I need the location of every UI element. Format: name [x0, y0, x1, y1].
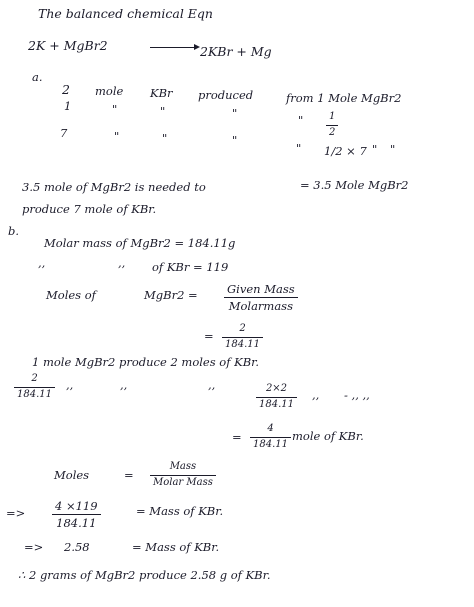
row1-c4: produced [198, 88, 254, 102]
reaction-arrow [150, 47, 198, 48]
mass-over-molar-fraction [150, 462, 216, 488]
implies-arrow-2: => [24, 540, 44, 554]
ditto-d: ,, [312, 388, 320, 402]
given-over-molar-fraction [224, 283, 298, 312]
ditto-1: ,, [38, 256, 46, 270]
frac-2-num: 2 [31, 373, 38, 384]
row2-c5: " [298, 113, 304, 127]
frac-2x2-num: 2×2 [265, 383, 288, 394]
row3-q2: " [390, 142, 396, 156]
row1-c5: from 1 Mole MgBr2 [286, 91, 402, 105]
row3-c1: 7 [60, 126, 68, 140]
title-text: The balanced chemical Eqn [38, 6, 213, 21]
row2-c1: 1 [64, 99, 72, 113]
ditto-b: ,, [120, 378, 128, 392]
molar-mass-mgbr2: Molar mass of MgBr2 = 184.11g [44, 236, 236, 250]
mole-of-kbr-text: mole of KBr. [292, 429, 364, 443]
row3-q1: " [372, 142, 378, 156]
molar-mass-den: Molar Mass [150, 475, 216, 489]
part-b-label: b. [8, 224, 20, 238]
frac-2-den: 184.11 [14, 387, 55, 401]
part-a-label: a. [32, 70, 43, 84]
half-den: 2 [326, 125, 338, 139]
mass-of-kbr-1: = Mass of KBr. [136, 504, 224, 518]
half-fraction [326, 112, 338, 138]
ditto-c: ,, [208, 378, 216, 392]
conclusion-line-2: produce 7 mole of KBr. [22, 202, 157, 216]
ditto-2: ,, [118, 256, 126, 270]
row1-c3: KBr [150, 86, 173, 100]
frac-4-num: 4 [267, 423, 274, 434]
mass-calc-num: 4 ×119 [55, 499, 98, 513]
final-statement: ∴ 2 grams of MgBr2 produce 2.58 g of KBr. [18, 568, 271, 582]
one-mole-statement: 1 mole MgBr2 produce 2 moles of KBr. [32, 355, 260, 369]
frac-4-den: 184.11 [250, 437, 291, 451]
row2-c3: " [160, 104, 166, 118]
moles-value-num: 2 [239, 323, 246, 334]
implies-arrow-1: => [6, 506, 26, 520]
mass-calc-fraction [52, 500, 101, 529]
half-num: 1 [329, 111, 336, 122]
moles-word: Moles [54, 468, 90, 482]
row2-c2: " [112, 102, 118, 116]
molar-mass-kbr: of KBr = 119 [152, 260, 229, 274]
mass-calc-den: 184.11 [52, 514, 101, 529]
result-3-5-mole: = 3.5 Mole MgBr2 [300, 178, 409, 192]
row1-c2: mole [95, 84, 124, 98]
moles-mgbr2-eq: MgBr2 = [144, 288, 198, 302]
equation-right: 2KBr + Mg [200, 44, 272, 59]
mass-of-kbr-2: = Mass of KBr. [132, 540, 220, 554]
moles-value-fraction [222, 324, 263, 350]
row3-c3: " [162, 131, 168, 145]
row3-c5: " [296, 141, 302, 155]
frac-2x2 [256, 384, 297, 410]
equation-left: 2K + MgBr2 [28, 38, 108, 53]
given-mass-text: Given Mass [227, 282, 295, 296]
mass-num: Mass [169, 461, 197, 472]
ditto-a: ,, [66, 378, 74, 392]
row2-c4: " [232, 106, 238, 120]
equals-1: = [204, 329, 214, 343]
equals-2: = [232, 430, 242, 444]
row3-c2: " [114, 129, 120, 143]
moles-value-den: 184.11 [222, 337, 263, 351]
equals-3: = [124, 468, 134, 482]
mass-value: 2.58 [64, 540, 90, 554]
moles-of-label: Moles of [46, 288, 96, 302]
row1-c1: 2 [62, 82, 70, 97]
frac-4-over-184 [250, 424, 291, 450]
conclusion-line-1: 3.5 mole of MgBr2 is needed to [22, 180, 206, 194]
molar-mass-text: Molarmass [224, 297, 298, 312]
ditto-e: - ,, ,, [344, 388, 370, 402]
row3-expr: 1/2 × 7 [324, 144, 367, 158]
frac-2-over-184 [14, 374, 55, 400]
frac-2x2-den: 184.11 [256, 397, 297, 411]
row3-c4: " [232, 133, 238, 147]
